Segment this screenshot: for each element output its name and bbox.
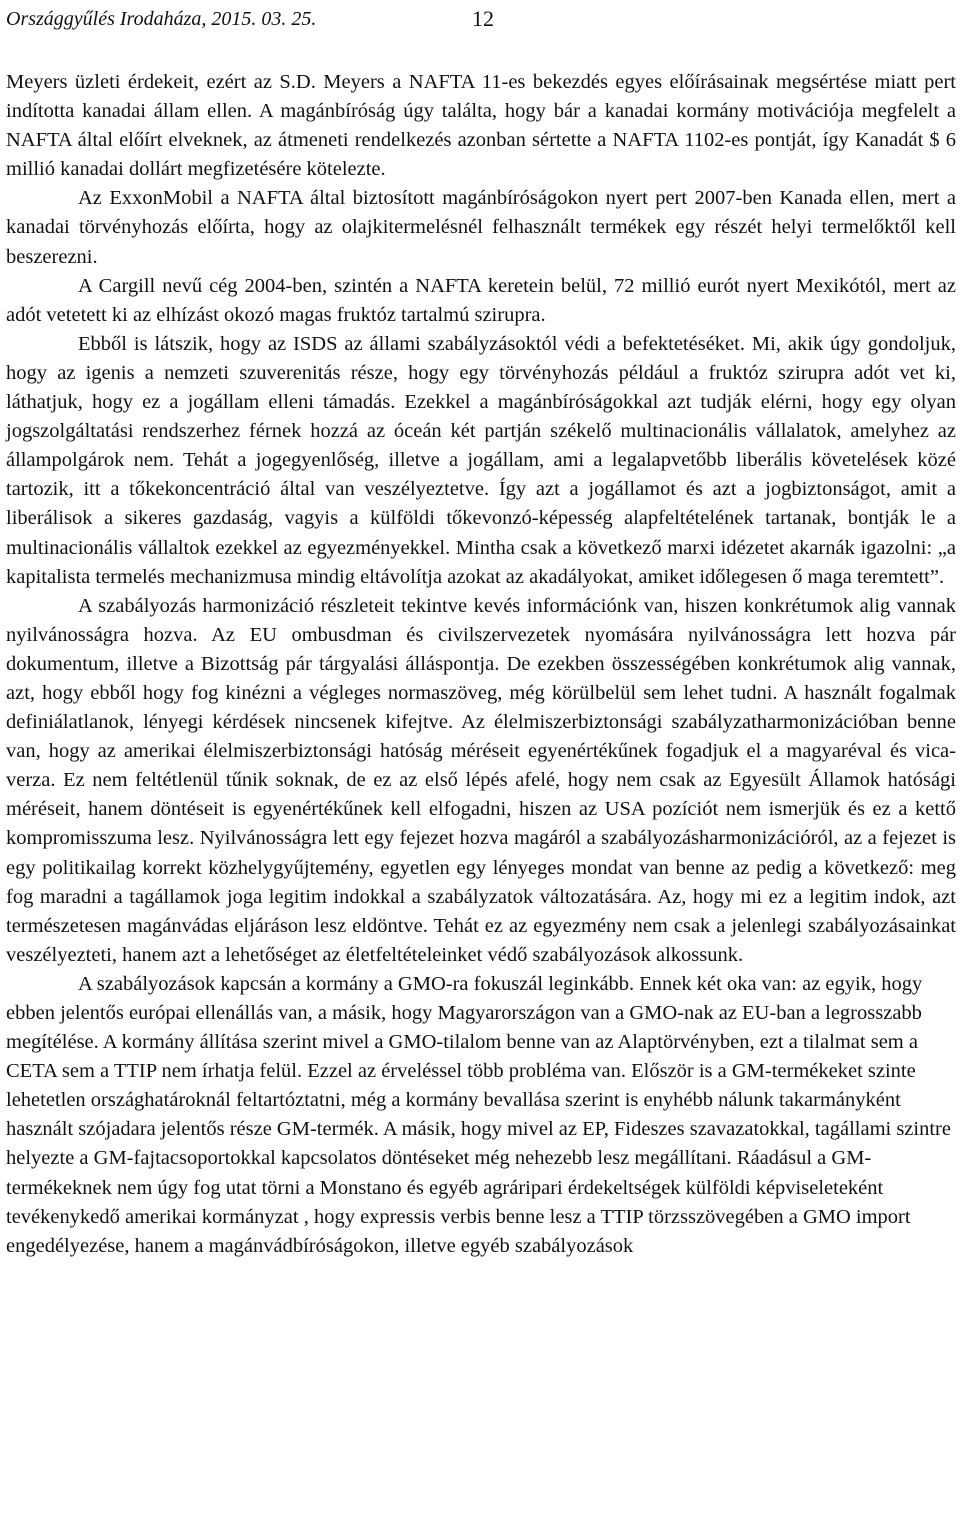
paragraph: Ebből is látszik, hogy az ISDS az állami szabályzásoktól védi a befektetéséket. Mi, akik úgy gondoljuk, hogy az igenis a nemzeti szuverenitás része, hogy egy törvényhozás például a fruktóz szirupra adót vet ki, láthatjuk, hogy ez a jogállam elleni támadás. Ezekkel a magánbíróságokkal azt tudják elérni, hogy egy olyan jogszolgáltatási rendszerhez férnek hozzá az óceán két partján székelő multinacionális vállalatok, amelyhez az állampolgárok nem. Tehát a jogegyenlőség, illetve a jogállam, ami a legalapvetőbb liberális követelések közé tartozik, itt a tőkekoncentráció által van veszélyeztetve. Így azt a jogállamot és azt a jogbiztonságot, amit a liberálisok a sikeres gazdaság, vagyis a külföldi tőkevonzó-képesség alapfeltételének tartanak, bontják le a multinacionális vállaltok ezekkel az egyezményekkel. Mintha csak a következő marxi idézetet akarnák igazolni: „a kapitalista termelés mechanizmusa mindig eltávolítja azokat az akadályokat, amiket időlegesen ő maga teremtett”.	[6, 332, 956, 588]
paragraph: Az ExxonMobil a NAFTA által biztosított magánbíróságokon nyert pert 2007-ben Kanada ellen, mert a kanadai törvényhozás előírta, hogy az olajkitermelésnél felhasznált termékek egy részét helyi termelőktől kell beszerezni.	[6, 187, 956, 268]
page-header	[6, 2, 956, 36]
body-text	[6, 68, 956, 1261]
paragraph: A Cargill nevű cég 2004-ben, szintén a NAFTA keretein belül, 72 millió eurót nyert Mexikótól, mert az adót vetetett ki az elhízást okozó magas fruktóz tartalmú szirupra.	[6, 274, 956, 326]
paragraph: A szabályozás harmonizáció részleteit tekintve kevés információnk van, hiszen konkrétumok alig vannak nyilvánosságra hozva. Az EU ombusdman és civilszervezetek nyomására nyilvánosságra lett hozva pár dokumentum, illetve a Bizottság pár tárgyalási álláspontja. De ezekben összességében konkrétumok alig vannak, azt, hogy ebből hogy fog kinézni a végleges normaszöveg, még körülbelül sem lehet tudni. A használt fogalmak definiálatlanok, lényegi kérdések nincsenek kifejtve. Az élelmiszerbiztonsági szabályzatharmonizációban benne van, hogy az amerikai élelmiszerbiztonsági hatóság méréseit egyenértékűnek fogadjuk el a magyaréval és vica-verza. Ez nem feltétlenül tűnik soknak, de ez az első lépés afelé, hogy nem csak az Egyesült Államok hatósági méréseit, hanem döntéseit is egyenértékűnek kell elfogadni, hiszen az USA pozíciót nem ismerjük és ez a kettő kompromisszuma lesz. Nyilvánosságra lett egy fejezet hozva magáról a szabályozásharmonizációról, az a fejezet is egy politikailag korrekt közhelygyűjtemény, egyetlen egy lényeges mondat van benne az pedig a következő: meg fog maradni a tagállamok joga legitim indokkal a szabályzatok változatására. Az, hogy mi ez a legitim indok, azt természetesen magánvádas eljáráson lesz eldöntve. Tehát ez az egyezmény nem csak a jelenlegi szabályozásainkat veszélyezteti, hanem azt a lehetőséget az életfeltételeinket védő szabályozások alkossunk.	[6, 594, 956, 966]
running-title: Országgyűlés Irodaháza, 2015. 03. 25.	[6, 8, 317, 30]
paragraph: Meyers üzleti érdekeit, ezért az S.D. Meyers a NAFTA 11-es bekezdés egyes előírásainak megsértése miatt pert indította kanadai állam ellen. A magánbíróság úgy találta, hogy bár a kanadai kormány motivációja megfelelt a NAFTA által előírt elveknek, az átmeneti rendelkezés azonban sértette a NAFTA 1102-es pontját, így Kanadát $ 6 millió kanadai dollárt megfizetésére kötelezte.	[6, 71, 956, 181]
page-number: 12	[472, 6, 494, 31]
paragraph: A szabályozások kapcsán a kormány a GMO-ra fokuszál leginkább. Ennek két oka van: az egyik, hogy ebben jelentős európai ellenállás van, a másik, hogy Magyarországon van a GMO-nak az EU-ban a legrosszabb megítélése. A kormány állítása szerint mivel a GMO-tilalom benne van az Alaptörvényben, ezt a tilalmat sem a CETA sem a TTIP nem írhatja felül. Ezzel az érveléssel több probléma van. Először is a GM-termékeket szinte lehetetlen országhatároknál feltartóztatni, még a kormány bevallása szerint is enyhébb nálunk takarmányként használt szójadara jelentős része GM-termék. A másik, hogy mivel az EP, Fideszes szavazatokkal, tagállami szintre helyezte a GM-fajtacsoportokkal kapcsolatos döntéseket még nehezebb lesz megállítani. Ráadásul a GM-termékeknek nem úgy fog utat törni a Monstano és egyéb agráripari érdekeltségek külföldi képviseleteként tevékenykedő amerikai kormányzat , hogy expressis verbis benne lesz a TTIP törzsszövegében a GMO import engedélyezése, hanem a magánvádbíróságokon, illetve egyéb szabályozások	[6, 972, 951, 1257]
